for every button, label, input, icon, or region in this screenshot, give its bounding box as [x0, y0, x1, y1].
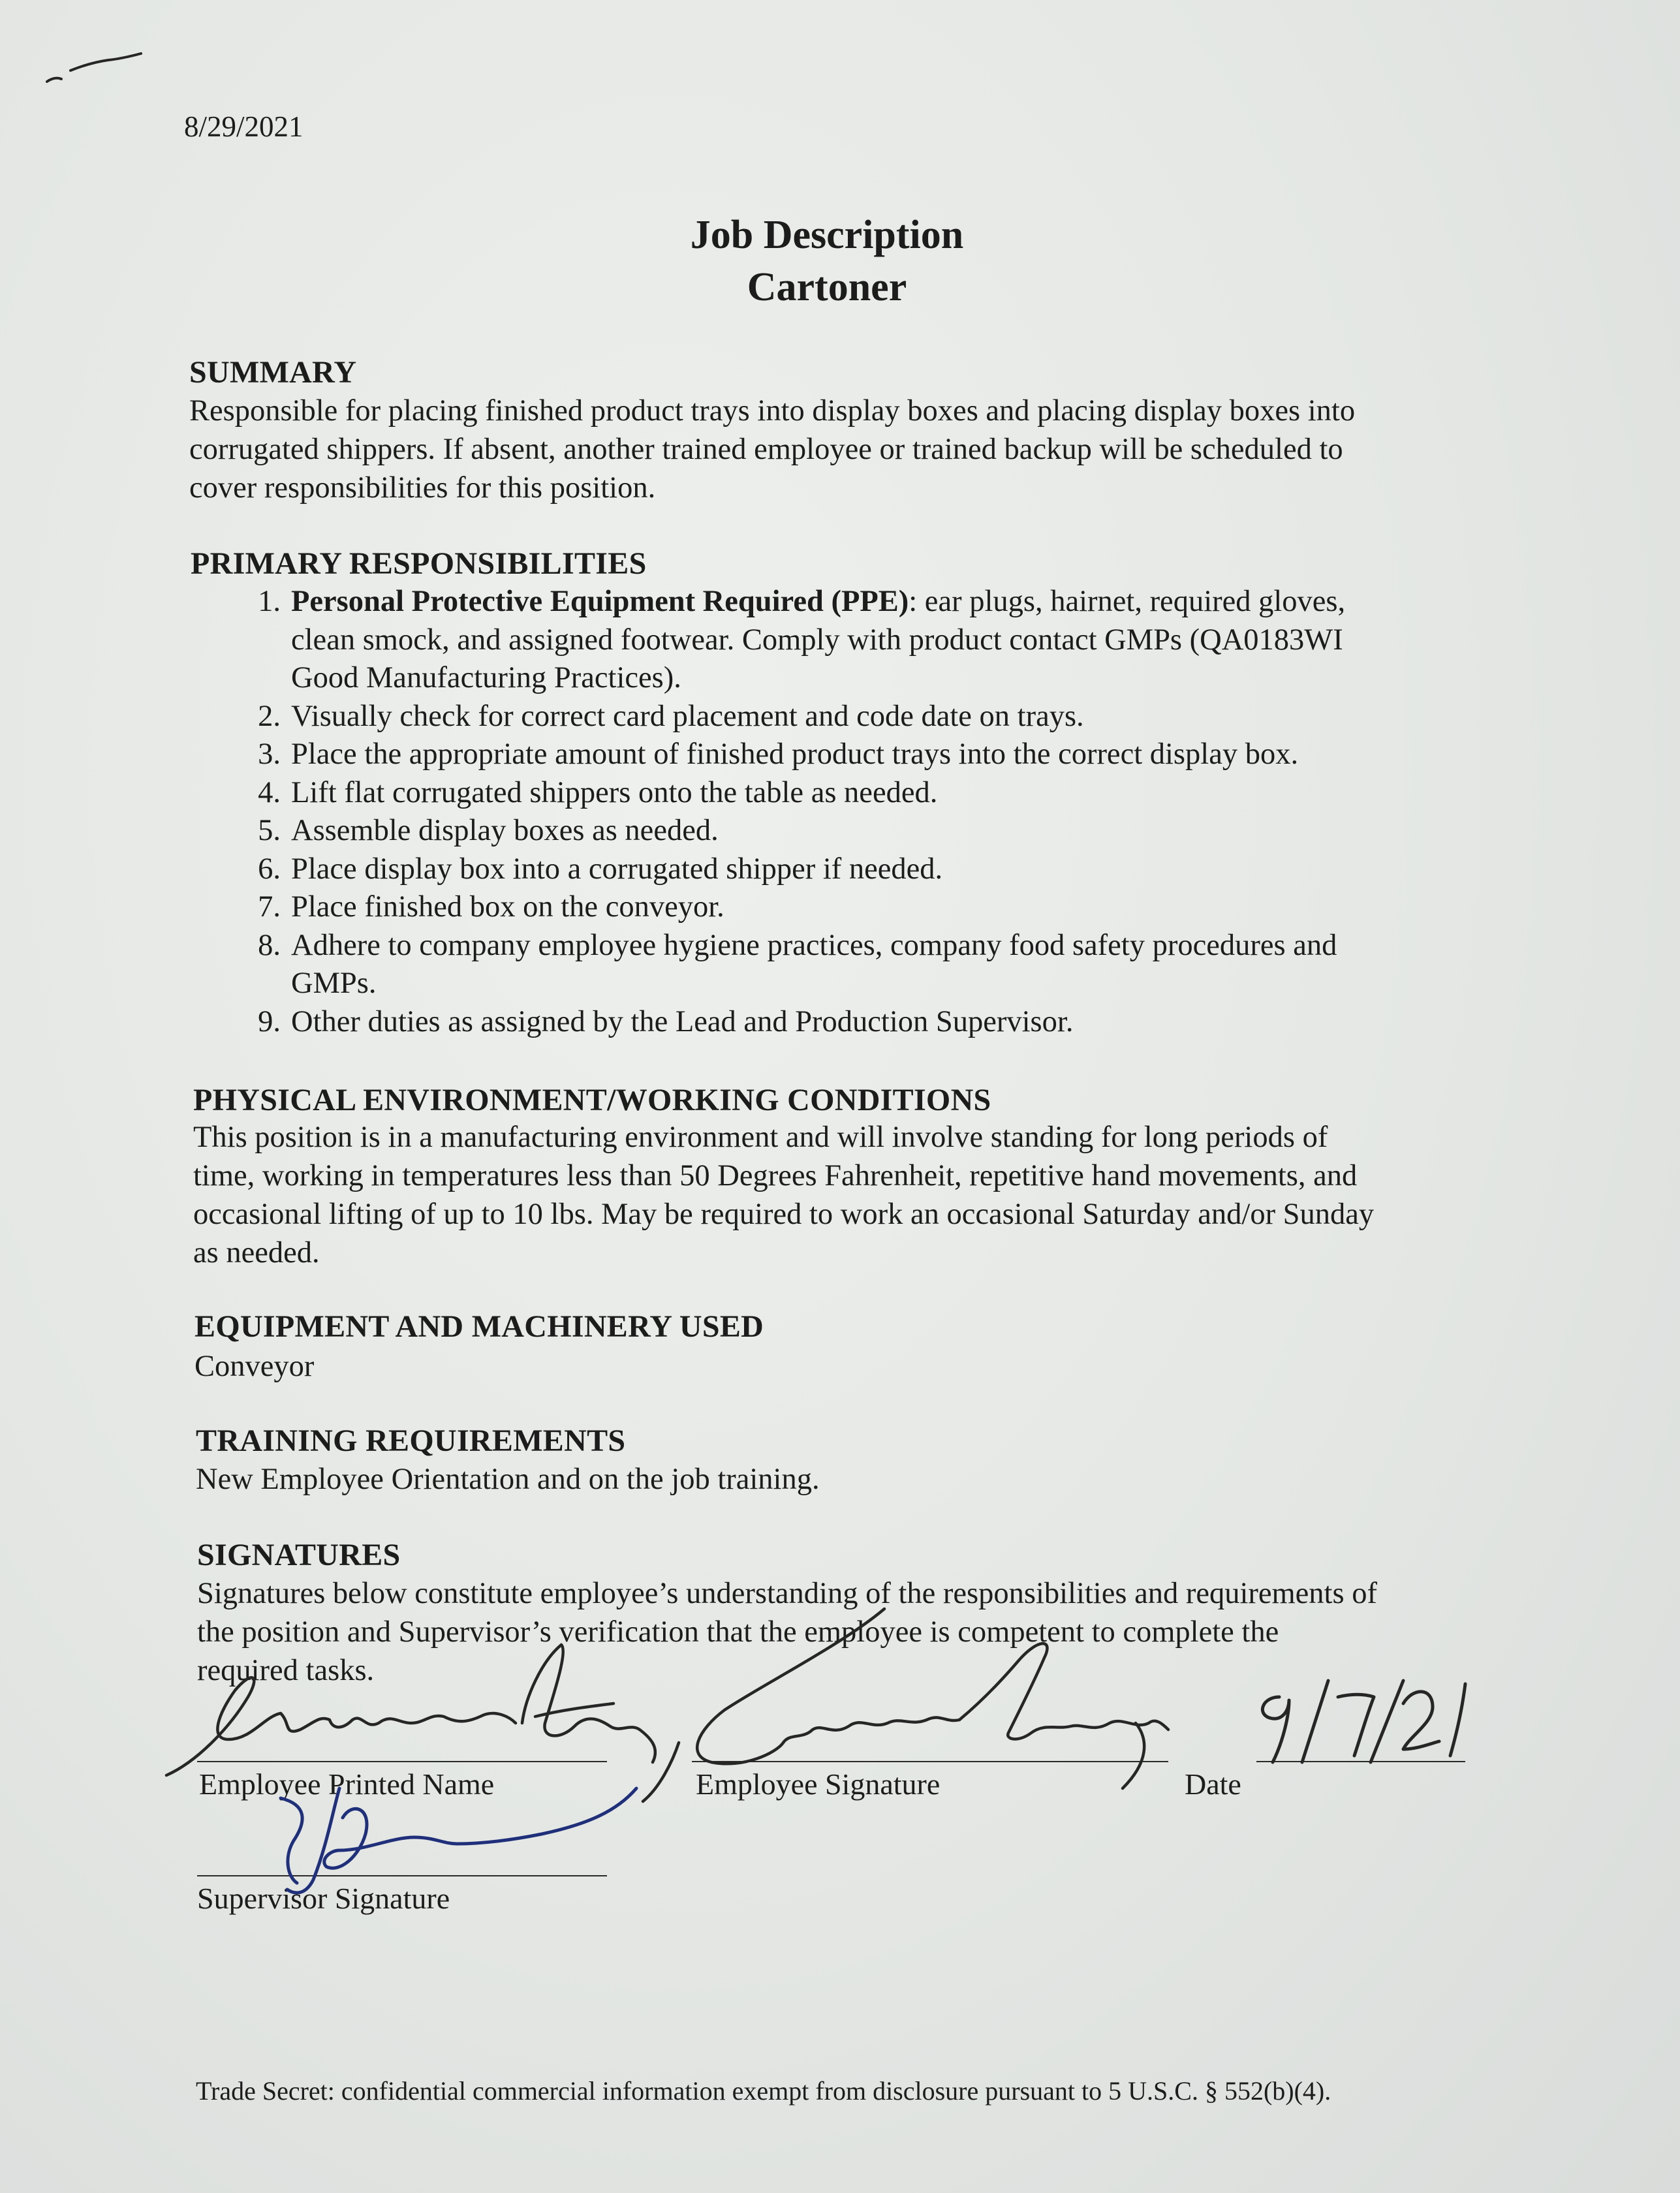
signatures-line: required tasks. — [197, 1654, 375, 1687]
list-item-text: Good Manufacturing Practices). — [291, 661, 681, 694]
handwritten-printed-name — [166, 1645, 655, 1775]
ppe-bold-label: Personal Protective Equipment Required (PPE) — [291, 585, 909, 618]
handwritten-employee-signature — [643, 1609, 1168, 1801]
signatures-line: the position and Supervisor’s verification that the employee is competent to complete the — [197, 1615, 1279, 1649]
equipment-heading: EQUIPMENT AND MACHINERY USED — [194, 1309, 764, 1344]
primary-responsibilities-heading: PRIMARY RESPONSIBILITIES — [191, 546, 647, 581]
list-item-text: Other duties as assigned by the Lead and Production Supervisor. — [291, 1004, 1074, 1038]
document-date: 8/29/2021 — [184, 110, 303, 143]
environment-line: occasional lifting of up to 10 lbs. May be required to work an occasional Saturday and/or Sunday — [193, 1198, 1375, 1231]
list-item-text: Place finished box on the conveyor. — [291, 890, 724, 924]
list-item-number: 1. — [258, 585, 281, 618]
list-item-text: Lift flat corrugated shippers onto the table as needed. — [291, 775, 938, 809]
list-item-text: clean smock, and assigned footwear. Comply with product contact GMPs (QA0183WI — [291, 623, 1343, 657]
list-item-text: Place the appropriate amount of finished product trays into the correct display box. — [291, 738, 1299, 771]
document-title: Job Description — [690, 213, 964, 257]
list-item-number: 3. — [258, 738, 281, 771]
footer-disclaimer: Trade Secret: confidential commercial information exempt from disclosure pursuant to 5 U.S.C. § 552(b)(4). — [196, 2076, 1331, 2106]
signatures-heading: SIGNATURES — [197, 1538, 401, 1572]
list-item-number: 6. — [258, 852, 281, 886]
list-item-text: GMPs. — [291, 967, 377, 1000]
environment-line: time, working in temperatures less than 50 Degrees Fahrenheit, repetitive hand movements, and — [193, 1159, 1358, 1192]
summary-line: cover responsibilities for this position. — [189, 471, 656, 505]
list-item-text: Place display box into a corrugated shipper if needed. — [291, 852, 943, 886]
list-item-text: Assemble display boxes as needed. — [291, 814, 719, 847]
list-item-number: 5. — [258, 814, 281, 847]
list-item-number: 8. — [258, 928, 281, 962]
list-item-text: Adhere to company employee hygiene practices, company food safety procedures and — [291, 928, 1337, 962]
environment-heading: PHYSICAL ENVIRONMENT/WORKING CONDITIONS — [193, 1083, 991, 1117]
employee-printed-name-label: Employee Printed Name — [199, 1767, 495, 1801]
training-heading: TRAINING REQUIREMENTS — [196, 1423, 626, 1458]
list-item-number: 4. — [258, 775, 281, 809]
signatures-line: Signatures below constitute employee’s understanding of the responsibilities and requirements of — [197, 1577, 1377, 1610]
document-subtitle: Cartoner — [747, 265, 907, 309]
summary-line: corrugated shippers. If absent, another trained employee or trained backup will be scheduled to — [189, 433, 1343, 466]
handwritten-supervisor-signature — [281, 1788, 636, 1893]
summary-line: Responsible for placing finished product trays into display boxes and placing display boxes into — [189, 394, 1356, 428]
environment-line: as needed. — [193, 1236, 320, 1269]
employee-signature-label: Employee Signature — [696, 1767, 941, 1801]
list-item-number: 7. — [258, 890, 281, 924]
training-text: New Employee Orientation and on the job training. — [196, 1463, 820, 1496]
environment-line: This position is in a manufacturing environment and will involve standing for long periods of — [193, 1121, 1328, 1154]
supervisor-signature-label: Supervisor Signature — [197, 1882, 450, 1915]
handwritten-date — [1262, 1681, 1465, 1762]
list-item-number: 9. — [258, 1004, 281, 1038]
list-item-text: Visually check for correct card placement and code date on trays. — [291, 699, 1084, 733]
list-item-number: 2. — [258, 699, 281, 733]
equipment-text: Conveyor — [194, 1350, 315, 1383]
list-item-text: : ear plugs, hairnet, required gloves, — [909, 585, 1346, 618]
summary-heading: SUMMARY — [189, 355, 357, 390]
date-label: Date — [1185, 1767, 1241, 1801]
pen-mark-icon — [47, 54, 141, 82]
